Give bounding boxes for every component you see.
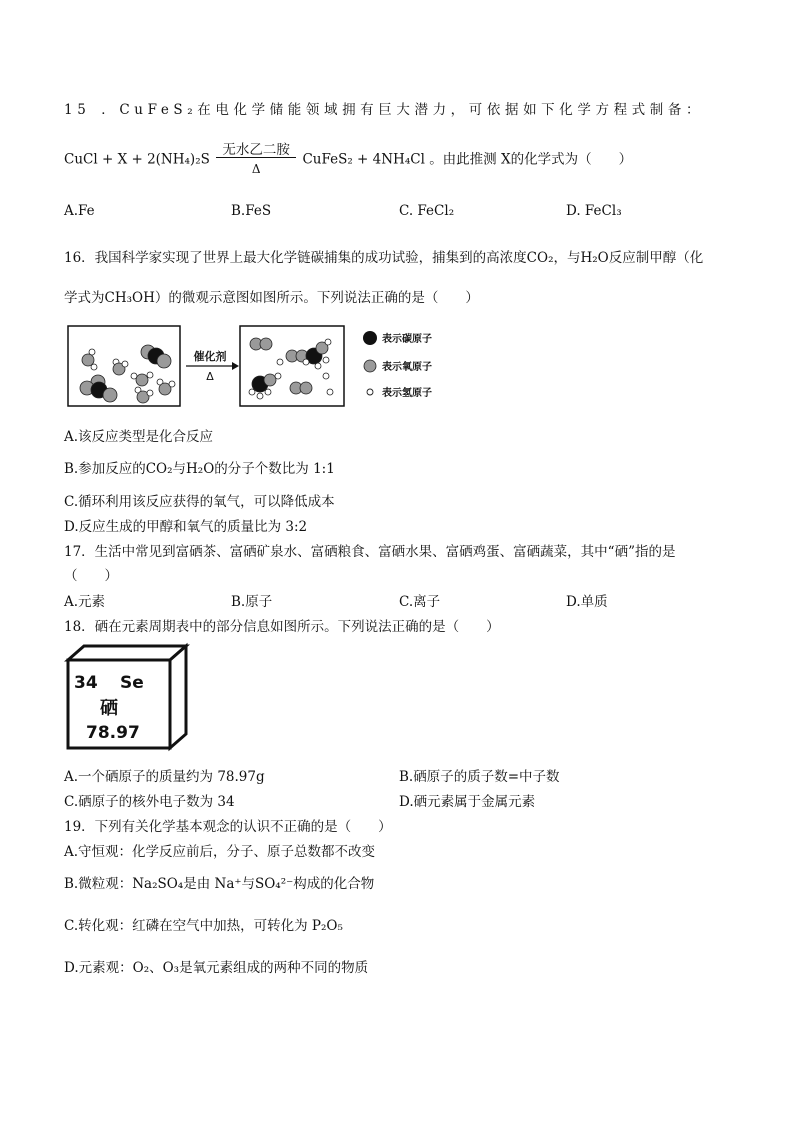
element-cube-selenium [64, 642, 190, 752]
diagram-legend [363, 331, 432, 399]
heat-label: Δ [206, 370, 214, 383]
q15-option-a: A.Fe [64, 203, 95, 219]
q19-option-d: D.元素观：O₂、O₃是氧元素组成的两种不同的物质 [64, 960, 369, 976]
q15-eq-tail: 。由此推测 X的化学式为（ ） [429, 151, 633, 168]
cube-side [170, 646, 186, 748]
legend-carbon: 表示碳原子 [382, 334, 432, 345]
q18-option-a: A.一个硒原子的质量约为 78.97g [64, 769, 265, 785]
q15-eq-condition-top: 无水乙二胺 [222, 142, 290, 158]
legend-hydrogen: 表示氢原子 [382, 388, 432, 399]
q19-option-a: A.守恒观：化学反应前后，分子、原子总数都不改变 [64, 844, 376, 860]
q17-option-a: A.元素 [64, 594, 106, 610]
q17-option-d: D.单质 [566, 594, 608, 610]
q15-eq-products: CuFeS₂ + 4NH₄Cl [302, 151, 425, 168]
q15-eq-reactants: CuCl + X + 2(NH₄)₂S [64, 151, 210, 168]
q17-option-b: B.原子 [231, 594, 273, 610]
q19-option-b: B.微粒观：Na₂SO₄是由 Na⁺与SO₄²⁻构成的化合物 [64, 876, 375, 892]
element-number: 34 [74, 673, 98, 693]
q15-option-d: D. FeCl₃ [566, 203, 622, 219]
q17-option-c: C.离子 [399, 594, 441, 610]
q15-option-c: C. FeCl₂ [399, 203, 455, 219]
q15-eq-condition-bottom: Δ [251, 162, 261, 176]
q15-option-b: B.FeS [231, 203, 272, 219]
q16-option-a: A.该反应类型是化合反应 [64, 429, 214, 445]
element-name: 硒 [100, 698, 118, 719]
cube-top [68, 646, 186, 660]
q15-eq-condition [214, 138, 298, 182]
q18-option-b: B.硒原子的质子数=中子数 [399, 769, 560, 785]
q16-option-c: C.循环利用该反应获得的氧气，可以降低成本 [64, 494, 335, 510]
q17-line2: （ ） [64, 568, 118, 584]
arrow-head [232, 362, 239, 370]
oxygen-legend-icon [364, 360, 376, 372]
q16-option-d: D.反应生成的甲醇和氧气的质量比为 3:2 [64, 519, 308, 535]
hydrogen-legend-icon [367, 389, 373, 395]
catalyst-label: 催化剂 [193, 350, 227, 363]
q15-stem: 15 ．CuFeS₂在电化学储能领域拥有巨大潜力，可依据如下化学方程式制备： [64, 102, 705, 118]
reaction-bar [216, 157, 296, 158]
q19-stem: 19．下列有关化学基本观念的认识不正确的是（ ） [64, 819, 392, 835]
q15-equation [64, 138, 632, 186]
legend-oxygen: 表示氧原子 [382, 362, 432, 373]
q18-option-c: C.硒原子的核外电子数为 34 [64, 794, 235, 810]
q16-line1: 16．我国科学家实现了世界上最大化学链碳捕集的成功试验，捕集到的高浓度CO₂，与H₂O反应制甲醇（化 [64, 250, 704, 266]
q17-line1: 17．生活中常见到富硒茶、富硒矿泉水、富硒粮食、富硒水果、富硒鸡蛋、富硒蔬菜，其中“硒”指的是 [64, 544, 676, 560]
q19-option-c: C.转化观：红磷在空气中加热，可转化为 P₂O₅ [64, 918, 343, 934]
q16-line2: 学式为CH₃OH）的微观示意图如图所示。下列说法正确的是（ ） [64, 290, 479, 306]
q18-stem: 18．硒在元素周期表中的部分信息如图所示。下列说法正确的是（ ） [64, 619, 500, 635]
element-symbol: Se [120, 673, 144, 693]
reaction-micro-diagram [64, 322, 438, 410]
element-mass: 78.97 [86, 723, 140, 743]
q16-option-b: B.参加反应的CO₂与H₂O的分子个数比为 1:1 [64, 461, 335, 477]
carbon-legend-icon [363, 331, 377, 345]
q18-option-d: D.硒元素属于金属元素 [399, 794, 536, 810]
